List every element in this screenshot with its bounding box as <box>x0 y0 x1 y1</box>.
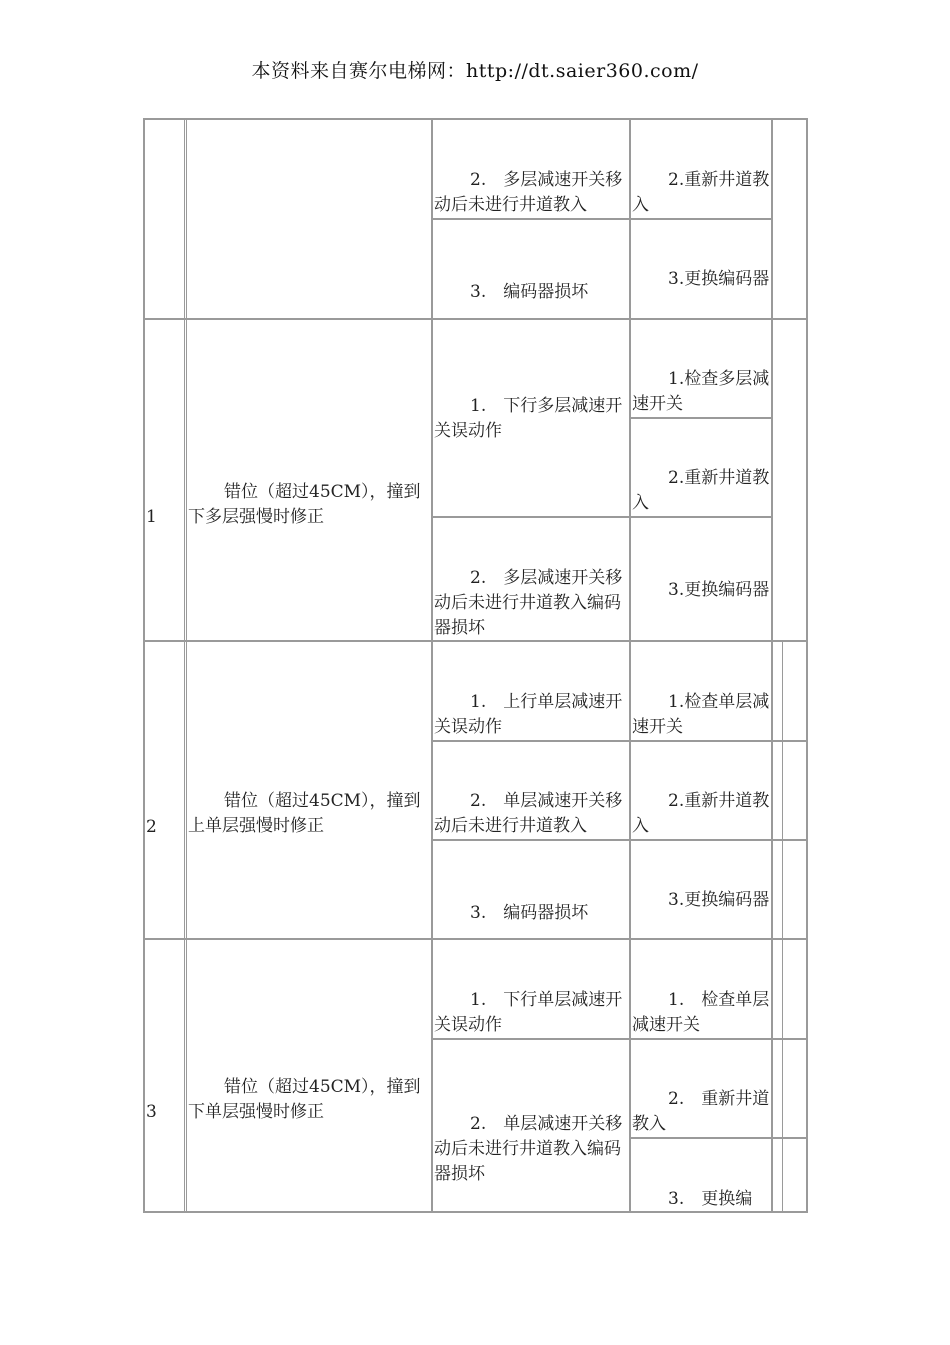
remedy-cell: 1.检查多层减速开关 <box>632 369 770 414</box>
cause-cell: 1. 下行单层减速开关误动作 <box>434 990 623 1035</box>
row-number: 2 <box>146 817 157 837</box>
remedy-cell: 2. 重新井道教入 <box>632 1089 770 1134</box>
col-line-d <box>629 118 631 1213</box>
row-number: 1 <box>146 507 157 527</box>
remedy-cell: 1. 检查单层减速开关 <box>632 990 770 1035</box>
cause-cell: 2. 多层减速开关移动后未进行井道教入编码器损坏 <box>434 568 623 638</box>
cause-cell: 2. 单层减速开关移动后未进行井道教入 <box>434 791 623 836</box>
col-line-a <box>184 118 185 1213</box>
fault-cell: 错位（超过45CM），撞到下单层强慢时修正 <box>188 1077 421 1122</box>
remedy-cell: 2.重新井道教入 <box>632 468 770 513</box>
row-number: 3 <box>146 1102 157 1122</box>
table-border-left <box>143 118 145 1213</box>
row-line-3 <box>143 938 808 940</box>
remedy-cell: 1.检查单层减速开关 <box>632 692 770 737</box>
subrow-line <box>431 1038 808 1040</box>
cause-cell: 1. 上行单层减速开关误动作 <box>434 692 623 737</box>
table-border-right <box>806 118 808 1213</box>
remedy-cell: 3.更换编码器 <box>668 890 770 910</box>
remedy-cell: 3. 更换编 <box>668 1189 753 1209</box>
cause-cell: 3. 编码器损坏 <box>470 903 589 923</box>
col-line-f <box>782 641 783 1213</box>
table-border-top <box>143 118 808 120</box>
remedy-cell: 2.重新井道教入 <box>632 170 770 215</box>
fault-cell: 错位（超过45CM），撞到下多层强慢时修正 <box>188 482 421 527</box>
col-line-e <box>771 118 773 1213</box>
subrow-line <box>431 740 808 742</box>
subrow-line <box>431 516 773 518</box>
remedy-cell: 3.更换编码器 <box>668 269 770 289</box>
fault-cell: 错位（超过45CM），撞到上单层强慢时修正 <box>188 791 421 836</box>
subrow-line <box>629 417 773 419</box>
subrow-line <box>629 1137 808 1139</box>
row-line-1 <box>143 318 808 320</box>
col-line-b <box>186 118 187 1213</box>
cause-cell: 3. 编码器损坏 <box>470 282 589 302</box>
remedy-cell: 2.重新井道教入 <box>632 791 770 836</box>
page-header: 本资料来自赛尔电梯网：http://dt.saier360.com/ <box>251 60 699 82</box>
subrow-line <box>431 218 773 220</box>
cause-cell: 2. 单层减速开关移动后未进行井道教入编码器损坏 <box>434 1114 623 1184</box>
col-line-c <box>431 118 433 1213</box>
cause-cell: 2. 多层减速开关移动后未进行井道教入 <box>434 170 623 215</box>
remedy-cell: 3.更换编码器 <box>668 580 770 600</box>
cause-cell: 1. 下行多层减速开关误动作 <box>434 396 623 441</box>
subrow-line <box>431 839 808 841</box>
